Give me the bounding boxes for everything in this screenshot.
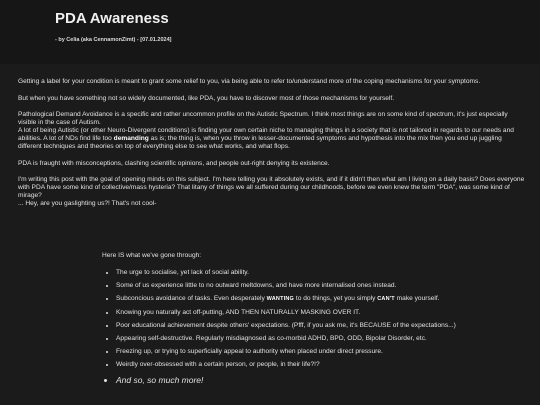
list-item: • Appearing self-destructive. Regularly misdiagnosed as co-morbid ADHD, BPD, ODD, Bipolar Disorder, etc. — [116, 335, 520, 343]
list-intro: Here IS what we've gone through: — [102, 252, 202, 259]
experience-list-section — [100, 252, 520, 391]
experience-list — [100, 269, 520, 386]
demanding-emphasis: demanding — [113, 135, 149, 142]
list-item: • The urge to socialise, yet lack of social ability. — [116, 269, 520, 277]
list-item: • Knowing you naturally act off-putting, AND THEN NATURALLY MASKING OVER IT. — [116, 309, 520, 317]
paragraph-misconceptions: PDA is fraught with misconceptions, clashing scientific opinions, and people out-right denying its existence. — [18, 159, 330, 167]
item-text: Subconcious avoidance of tasks. Even desperately — [116, 295, 267, 303]
item-text: to do things, yet you simply — [294, 295, 378, 303]
definition-text: Pathological Demand Avoidance is a specific and rather uncommon profile on the Autistic Spectrum. I think most things are on some kind of spectrum, it's just especially visible in the case of Autism. — [18, 111, 508, 126]
niche-text-pre: A lot of being Autistic (or other Neuro-Divergent conditions) is finding your own certain niche to managing things in a society that is not tailored in regards to our needs and abilities. A lot of NDs find life too — [18, 127, 514, 142]
item-text: make yourself. — [394, 295, 440, 303]
list-item — [116, 295, 520, 303]
list-item: • Weirdly over-obsessed with a certain person, or people, in their life?!? — [116, 361, 520, 369]
page-header — [0, 0, 540, 64]
list-item-final: • And so, so much more! — [116, 375, 520, 386]
wanting-emphasis: WANTING — [266, 296, 295, 303]
paragraph-undocumented: But when you have something not so widely documented, like PDA, you have to discover most of those mechanisms for yourself. — [18, 94, 395, 102]
list-item: • Poor educational achievement despite others' expectations. (Pfff, if you ask me, it's BECAUSE of the expectations...) — [116, 322, 520, 330]
article-body — [18, 78, 526, 217]
cant-emphasis: CAN'T — [377, 296, 395, 303]
paragraph-intro: Getting a label for your condition is meant to grant some relief to you, via being able to refer to/understand more of the coping mechanisms for your symptoms. — [18, 78, 481, 85]
list-item: • Freezing up, or trying to superficially appeal to authority when placed under direct pressure. — [116, 348, 520, 356]
paragraph-definition — [18, 111, 526, 151]
byline: - by Celia (aka CennamonZimt) - [07.01.2024] — [55, 37, 172, 43]
goal-text: I'm writing this post with the goal of opening minds on this subject. I'm here telling you it absolutely exists, and if it didn't then what am I living on a daily basis? Does everyone with PDA have some kind of collective/mass hysteria? That litany of things we all suffered during our childhoods, before we even knew the term "PDA", was some kind of mirage? — [18, 176, 525, 199]
gaslighting-text: ... Hey, are you gaslighting us?! That's not cool- — [18, 200, 157, 207]
page-title: PDA Awareness — [55, 10, 169, 27]
list-item: • Some of us experience little to no outward meltdowns, and have more internalised ones instead. — [116, 282, 520, 290]
paragraph-goal — [18, 176, 526, 208]
niche-text-post: as is; the thing is, when you throw in lesser-documented symptoms and hypothesis into the mix then you end up juggling different techniques and theories on top of everything else to see what works, and what flops. — [18, 135, 502, 150]
